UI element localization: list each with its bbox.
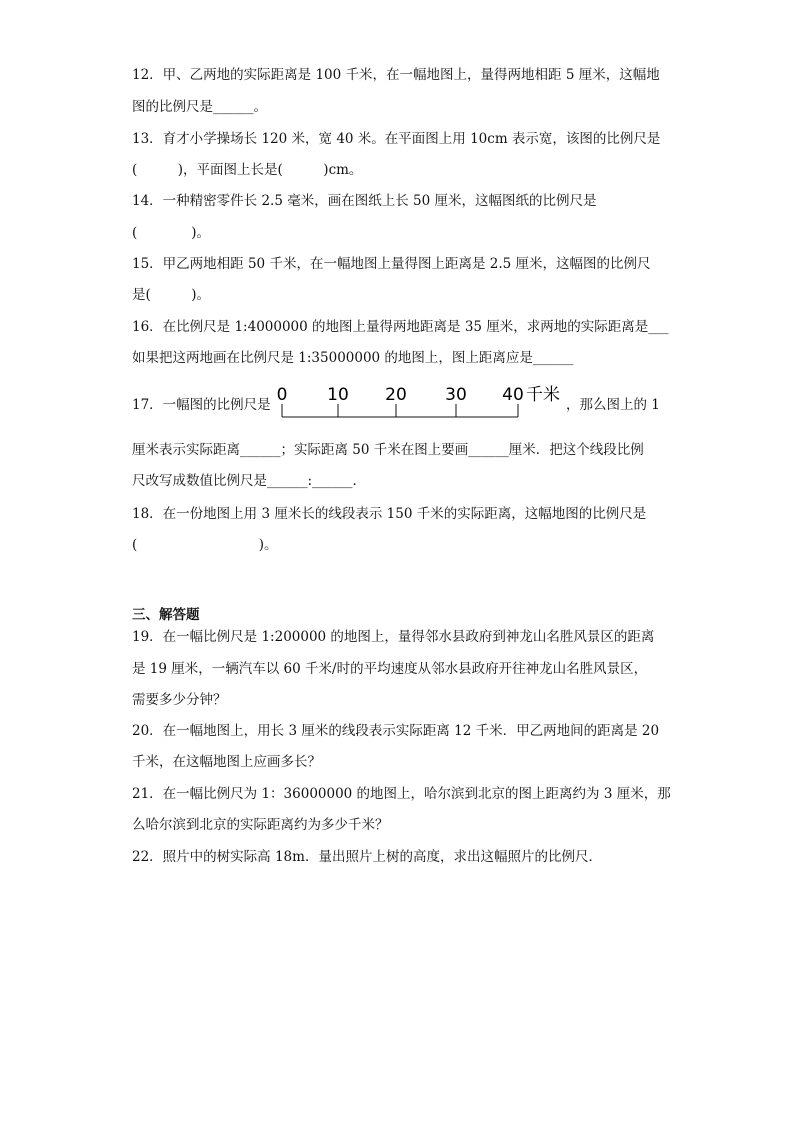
question-text: ( )。 — [132, 537, 278, 553]
question-text: 厘米表示实际距离______；实际距离 50 千米在图上要画______厘米．把这个线段比例 — [132, 442, 644, 458]
question-text: 21．在一幅比例尺为 1：36000000 的地图上，哈尔滨到北京的图上距离约为 3 厘米，那 — [132, 786, 671, 802]
question-text: 需要多少分钟？ — [132, 692, 227, 708]
scale-label: 40 — [502, 385, 524, 405]
question-text: 14．一种精密零件长 2.5 毫米，画在图纸上长 50 厘米，这幅图纸的比例尺是 — [132, 193, 597, 209]
question-text: 是( )。 — [132, 287, 211, 303]
question-text: 22．照片中的树实际高 18m．量出照片上树的高度，求出这幅照片的比例尺． — [132, 849, 602, 865]
question-text: 19．在一幅比例尺是 1:200000 的地图上，量得邻水县政府到神龙山名胜风景区的距离 — [132, 629, 655, 645]
question-text: 如果把这两地画在比例尺是 1:35000000 的地图上，图上距离应是______ — [132, 350, 574, 366]
question-text: 13．育才小学操场长 120 米，宽 40 米。在平面图上用 10cm 表示宽，该图的比例尺是 — [132, 131, 661, 147]
question-text: 15．甲乙两地相距 50 千米，在一幅地图上量得图上距离是 2.5 厘米，这幅图的比例尺 — [132, 256, 651, 272]
scale-label: 0 — [276, 385, 288, 405]
question-text: 16．在比例尺是 1:4000000 的地图上量得两地距离是 35 厘米，求两地的实际距离是___ — [132, 319, 669, 335]
question-text: 20．在一幅地图上，用长 3 厘米的线段表示实际距离 12 千米．甲乙两地间的距离是 20 — [132, 723, 660, 739]
scale-label: 20 — [385, 385, 407, 405]
question-text: 18．在一份地图上用 3 厘米长的线段表示 150 千米的实际距离，这幅地图的比例尺是 — [132, 506, 647, 522]
question-text: ，那么图上的 1 — [566, 397, 660, 413]
question-text: 千米，在这幅地图上应画多长？ — [132, 754, 321, 770]
question-text: 么哈尔滨到北京的实际距离约为多少千米？ — [132, 817, 389, 833]
section-title: 三、解答题 — [132, 607, 200, 623]
question-text: 尺改写成数值比例尺是______:______． — [132, 473, 367, 489]
question-text: 图的比例尺是______。 — [132, 99, 267, 115]
scale-label: 30 — [445, 385, 467, 405]
scale-label: 10 — [327, 385, 349, 405]
scale-unit: 千米 — [526, 385, 560, 405]
question-text: 17．一幅图的比例尺是 — [132, 397, 271, 413]
line-scale-bar — [270, 384, 570, 424]
question-text: 12．甲、乙两地的实际距离是 100 千米，在一幅地图上，量得两地相距 5 厘米，这幅地 — [132, 67, 660, 83]
question-text: 是 19 厘米，一辆汽车以 60 千米/时的平均速度从邻水县政府开往神龙山名胜风景区， — [132, 661, 648, 677]
question-text: ( )，平面图上长是( )cm。 — [132, 162, 363, 178]
question-text: ( )。 — [132, 225, 211, 241]
